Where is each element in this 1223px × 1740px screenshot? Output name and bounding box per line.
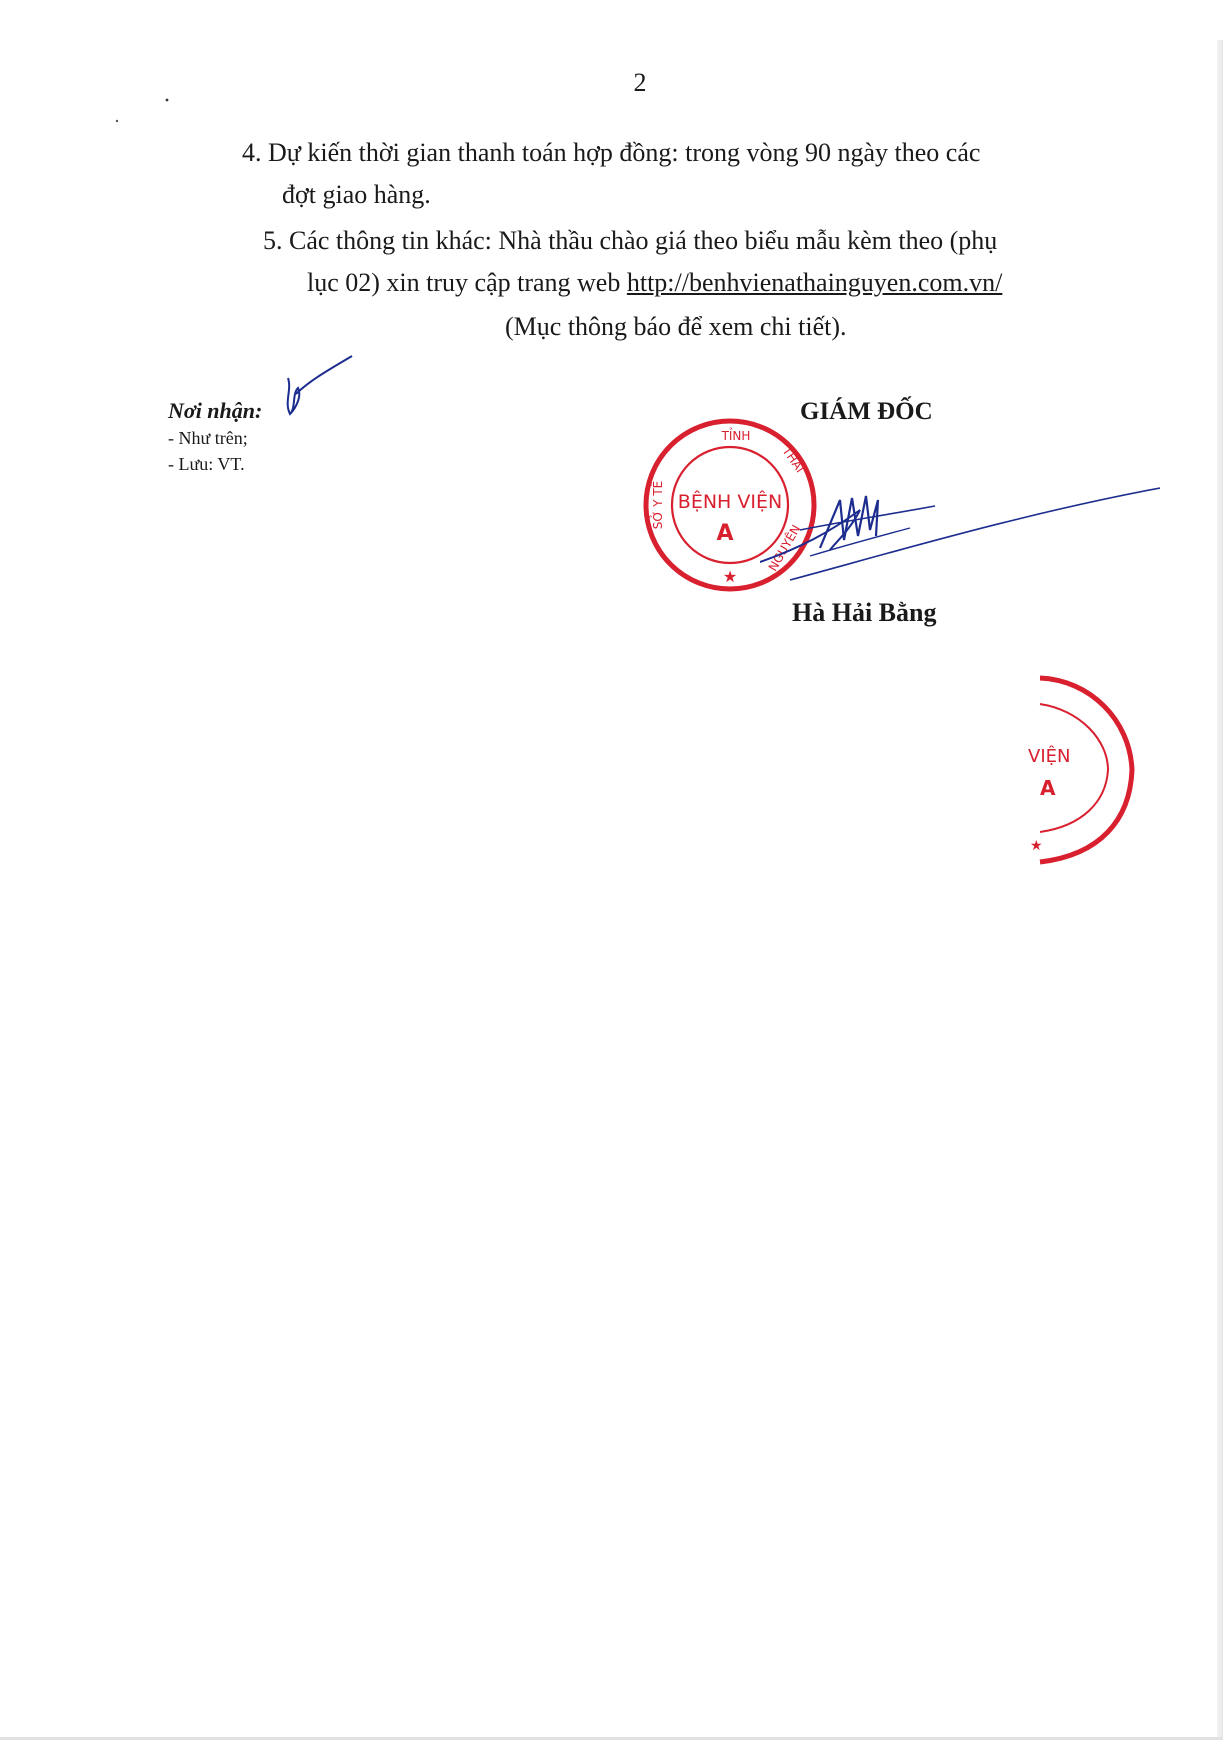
seal-ring-left: SỞ Y TẾ bbox=[651, 480, 665, 530]
item-5-line-1: 5. Các thông tin khác: Nhà thầu chào giá theo biểu mẫu kèm theo (phụ bbox=[263, 226, 998, 255]
handwritten-initial bbox=[282, 350, 362, 430]
seal-ring-right: THÁI bbox=[779, 444, 808, 476]
seal-star-icon: ★ bbox=[722, 567, 738, 586]
margin-seal-letter: A bbox=[1040, 776, 1056, 800]
recipients-title: Nơi nhận: bbox=[168, 398, 263, 423]
recipient-item: - Như trên; bbox=[168, 428, 248, 448]
margin-seal bbox=[1020, 670, 1140, 870]
director-signature bbox=[760, 470, 1160, 600]
seal-letter: A bbox=[716, 521, 734, 546]
scan-edge-right bbox=[1217, 40, 1223, 1740]
signer-title: GIÁM ĐỐC bbox=[800, 398, 933, 425]
website-link[interactable]: http://benhvienathainguyen.com.vn/ bbox=[626, 268, 1003, 297]
margin-seal-text: VIỆN bbox=[1028, 746, 1071, 767]
item-5-line-2-prefix: lục 02) xin truy cập trang web bbox=[307, 268, 627, 297]
scan-speck bbox=[112, 95, 172, 125]
item-5-line-3: (Mục thông báo để xem chi tiết). bbox=[505, 312, 847, 341]
signer-name: Hà Hải Bằng bbox=[792, 598, 937, 627]
seal-center-text: BỆNH VIỆN bbox=[677, 491, 783, 513]
item-5-line-2 bbox=[307, 262, 1002, 304]
seal-ring-bottom: NGUYÊN bbox=[765, 522, 804, 574]
recipient-item: - Lưu: VT. bbox=[168, 454, 245, 474]
seal-ring-top: TỈNH bbox=[721, 429, 751, 443]
item-4-line-2: đợt giao hàng. bbox=[282, 180, 431, 209]
margin-seal-star-icon: ★ bbox=[1030, 838, 1043, 854]
page-number: 2 bbox=[633, 68, 647, 97]
item-4-line-1: 4. Dự kiến thời gian thanh toán hợp đồng: trong vòng 90 ngày theo các bbox=[242, 138, 981, 167]
